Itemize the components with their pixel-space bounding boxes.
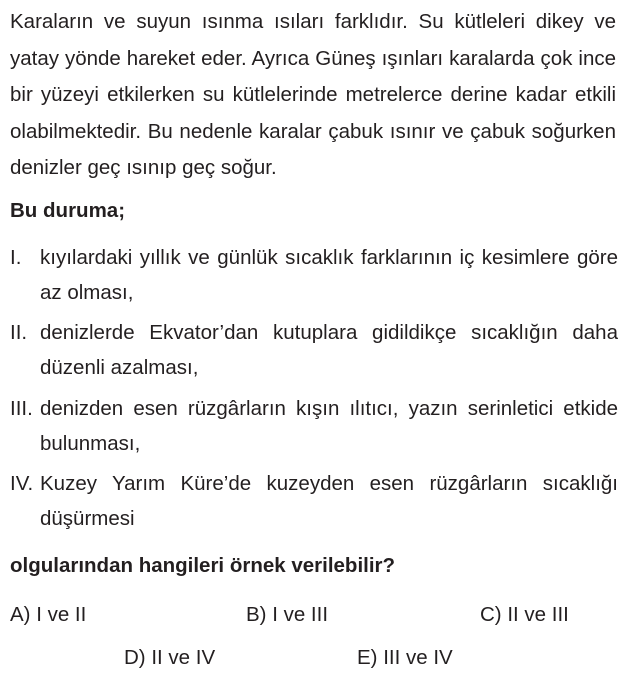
option-c[interactable]: C) II ve III (480, 603, 569, 626)
statement-number: IV. (10, 472, 34, 495)
question-stem: Bu duruma; (10, 199, 126, 222)
option-e[interactable]: E) III ve IV (357, 646, 453, 669)
statement-number: III. (10, 397, 33, 420)
statement-text: denizlerde Ekvator’dan kutuplara gidildikçe sıcaklığın daha düzenli azalması, (40, 321, 618, 379)
statement-2 (10, 315, 618, 385)
statement-number: I. (10, 246, 22, 269)
statement-text: denizden esen rüzgârların kışın ılıtıcı, yazın serinletici etkide bulunması, (40, 397, 618, 455)
statement-4 (10, 466, 618, 536)
option-d[interactable]: D) II ve IV (124, 646, 216, 669)
statement-1 (10, 240, 618, 310)
statement-text: kıyılardaki yıllık ve günlük sıcaklık farklarının iç kesimlere göre az olması, (40, 246, 618, 304)
statement-3 (10, 391, 618, 461)
question-prompt: olgularından hangileri örnek verilebilir? (10, 554, 396, 577)
statement-text: Kuzey Yarım Küre’de kuzeyden esen rüzgârların sıcaklığı düşürmesi (40, 472, 618, 530)
passage-text: Karaların ve suyun ısınma ısıları farklıdır. Su kütleleri dikey ve yatay yönde hareket eder. Ayrıca Güneş ışınları karalarda çok ince bir yüzeyi etkilerken su kütlelerinde metrelerce derine kadar etkili olabilmektedir. Bu nedenle karalar çabuk ısınır ve çabuk soğurken denizler geç ısınıp geç soğur. (10, 10, 616, 179)
option-b[interactable]: B) I ve III (246, 603, 329, 626)
option-a[interactable]: A) I ve II (10, 603, 87, 626)
statement-number: II. (10, 321, 28, 344)
